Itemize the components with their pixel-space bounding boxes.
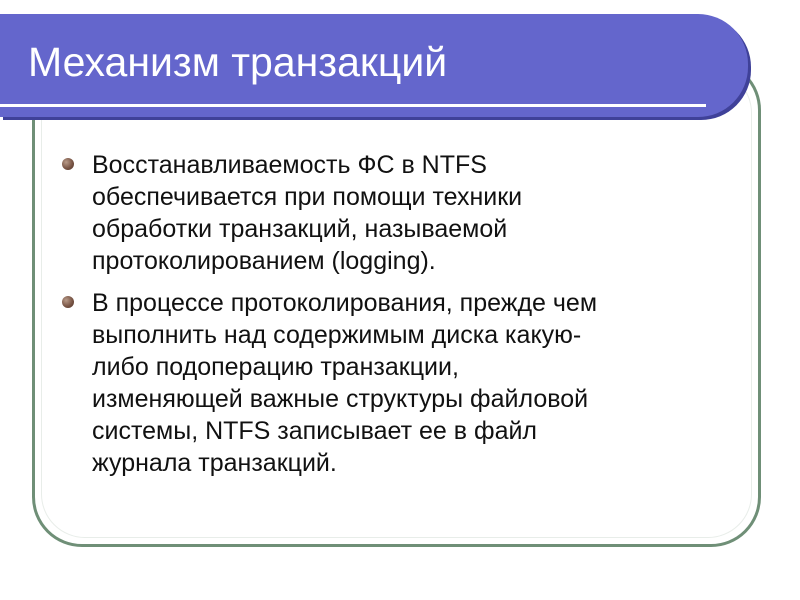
bullet-line: журнала транзакций. xyxy=(92,449,337,477)
bullet-line: обработки транзакций, называемой xyxy=(92,215,508,243)
bullet-line: системы, NTFS записывает ее в файл xyxy=(92,417,538,445)
bullet-line: либо подоперацию транзакции, xyxy=(92,353,459,381)
bullet-line: протоколированием (logging). xyxy=(92,247,436,275)
slide-title: Механизм транзакций xyxy=(28,39,448,85)
bullet-item-1 xyxy=(60,149,720,277)
bullet-list xyxy=(60,149,720,489)
bullet-line: обеспечивается при помощи техники xyxy=(92,183,523,211)
bullet-line: выполнить над содержимым диска какую- xyxy=(92,321,582,349)
bullet-line: В процессе протоколирования, прежде чем xyxy=(92,289,598,317)
bullet-line: изменяющей важные структуры файловой xyxy=(92,385,589,413)
sphere-bullet-icon xyxy=(62,158,74,170)
bullet-line: Восстанавливаемость ФС в NTFS xyxy=(92,151,487,179)
sphere-bullet-icon xyxy=(62,296,74,308)
bullet-item-2 xyxy=(60,287,720,479)
title-underline xyxy=(0,104,706,107)
